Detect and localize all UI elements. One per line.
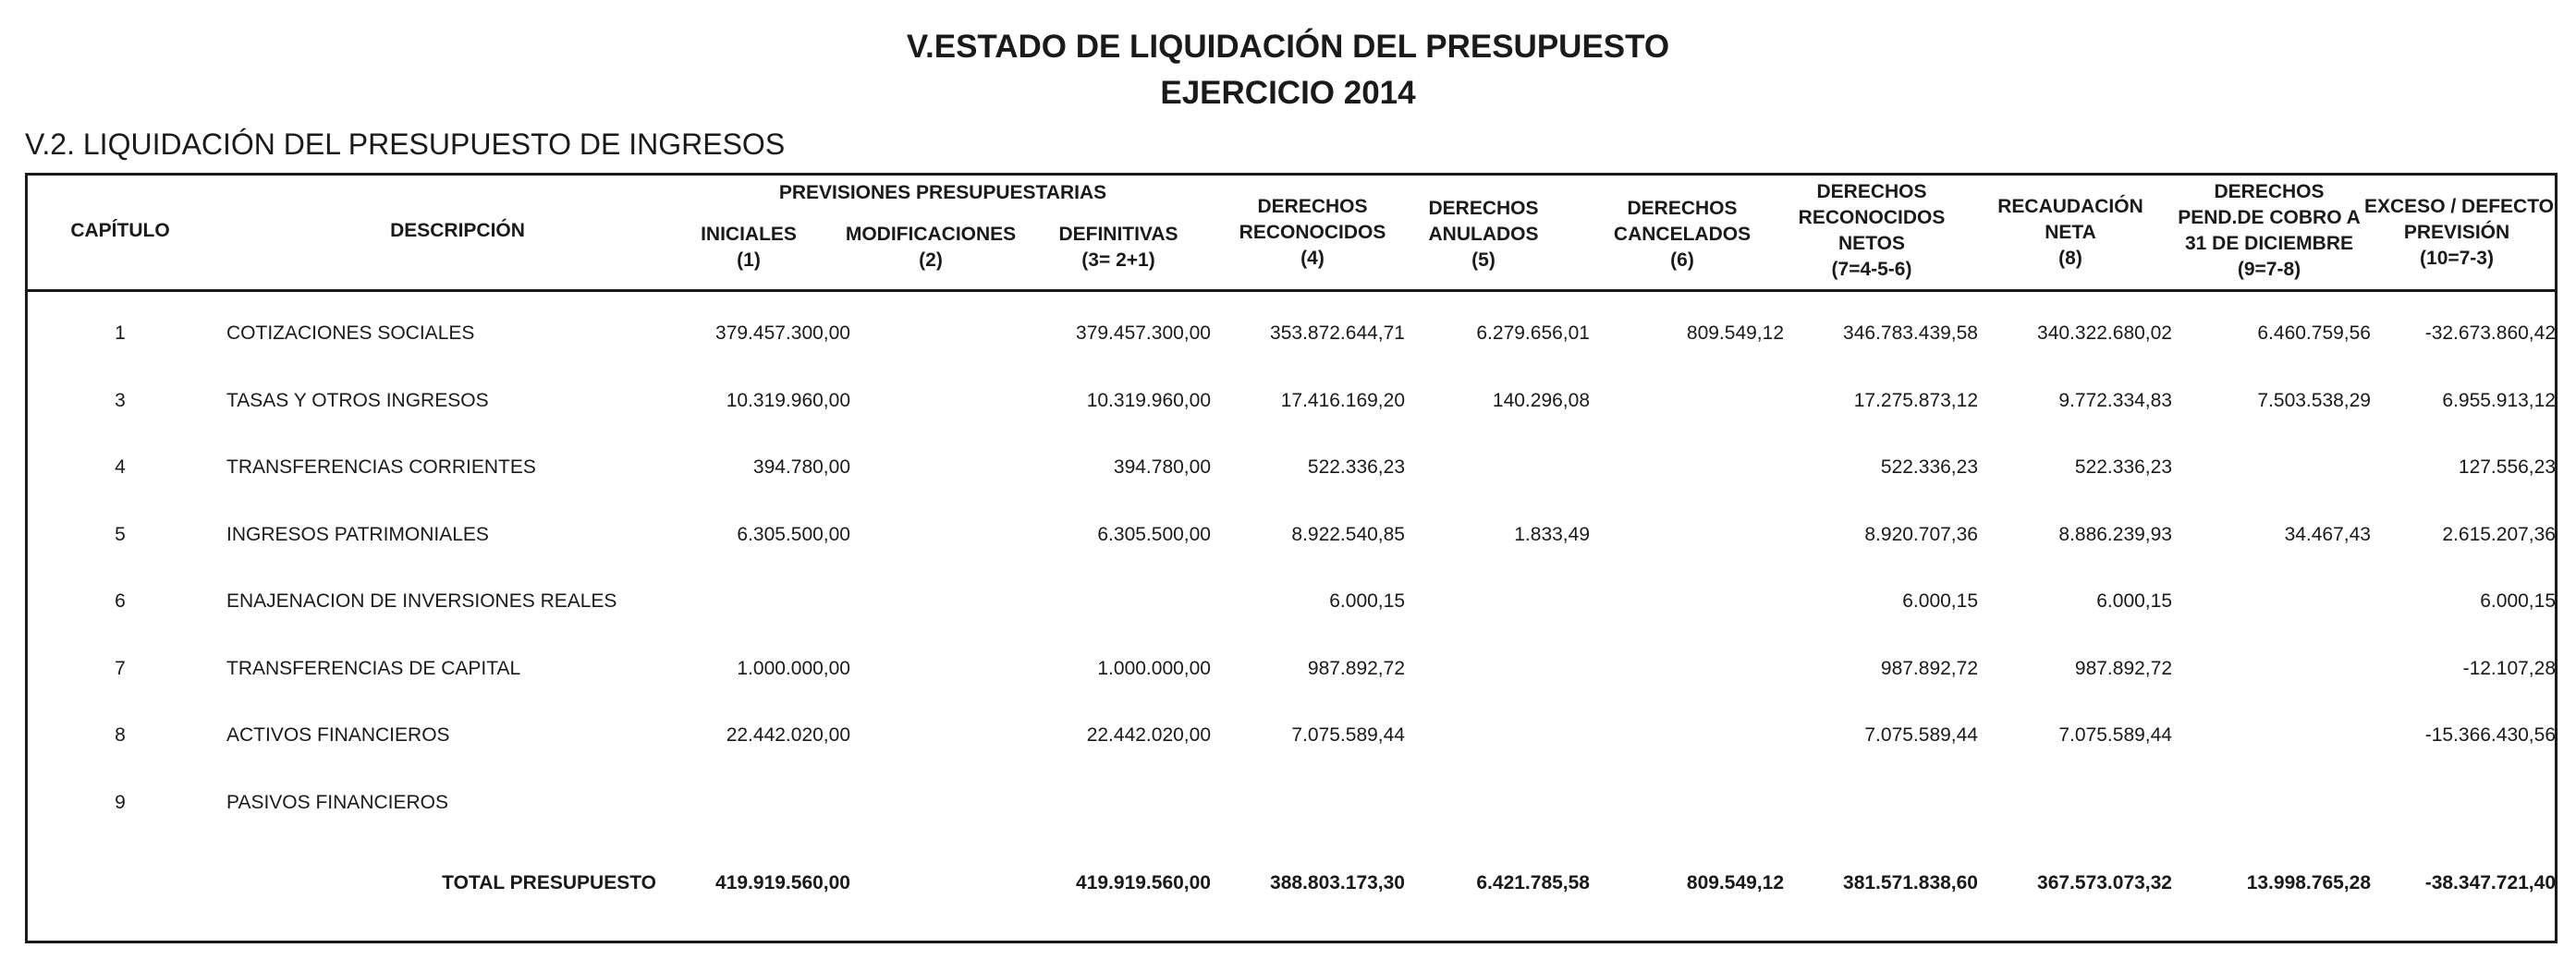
cell-pendientes: 7.503.538,29	[2257, 389, 2371, 411]
cell-pendientes: 34.467,43	[2284, 523, 2371, 545]
cell-exceso: -32.673.860,42	[2424, 322, 2556, 344]
cell-descripcion: TRANSFERENCIAS CORRIENTES	[226, 456, 536, 478]
cell-exceso: 6.955.913,12	[2442, 389, 2556, 411]
column-header-line: PREVISIÓN	[2403, 222, 2510, 243]
column-header-line: (2)	[919, 249, 943, 271]
document-title	[0, 24, 2576, 116]
column-header-line: DERECHOS	[1257, 196, 1368, 217]
column-header-line: (5)	[1471, 249, 1496, 271]
column-header-line: RECONOCIDOS	[1798, 207, 1946, 228]
column-header-recaudacion	[1978, 194, 2163, 272]
column-header-netos	[1779, 179, 1964, 283]
cell-pendientes: 6.460.759,56	[2257, 322, 2371, 344]
cell-netos: 8.920.707,36	[1864, 523, 1978, 545]
cell-exceso: 127.556,23	[2458, 456, 2556, 478]
column-header-descripcion	[240, 218, 675, 244]
header-divider	[28, 289, 2555, 292]
column-header-line: (3= 2+1)	[1081, 249, 1155, 271]
cell-capitulo: 7	[115, 657, 126, 679]
cell-netos: 6.000,15	[1902, 590, 1978, 612]
cell-descripcion: INGRESOS PATRIMONIALES	[226, 523, 489, 545]
column-header-line: PEND.DE COBRO A	[2178, 207, 2361, 228]
cell-anulados: 140.296,08	[1492, 389, 1590, 411]
column-header-cancelados	[1590, 196, 1775, 273]
column-header-line: EXCESO / DEFECTO	[2364, 196, 2554, 217]
cell-recaudacion: 9.772.334,83	[2058, 389, 2172, 411]
cell-iniciales: 6.305.500,00	[737, 523, 850, 545]
column-header-anulados	[1400, 196, 1567, 273]
cell-anulados: 1.833,49	[1514, 523, 1590, 545]
column-header-pendientes	[2163, 179, 2375, 283]
cell-recaudacion: 6.000,15	[2096, 590, 2172, 612]
budget-table	[25, 173, 2558, 943]
total-label: TOTAL PRESUPUESTO	[442, 872, 656, 893]
total-pendientes: 13.998.765,28	[2246, 872, 2371, 893]
cell-exceso: 6.000,15	[2480, 590, 2556, 612]
column-header-capitulo	[28, 218, 213, 244]
column-header-reconocidos	[1211, 194, 1414, 272]
column-header-iniciales	[647, 222, 850, 273]
total-anulados: 6.421.785,58	[1476, 872, 1590, 893]
cell-exceso: 2.615.207,36	[2442, 523, 2556, 545]
cell-definitivas: 6.305.500,00	[1097, 523, 1211, 545]
total-recaudacion: 367.573.073,32	[2037, 872, 2172, 893]
total-exceso: -38.347.721,40	[2424, 872, 2556, 893]
column-header-line: DERECHOS	[1428, 198, 1539, 219]
cell-iniciales: 379.457.300,00	[715, 322, 850, 344]
cell-reconocidos: 353.872.644,71	[1270, 322, 1405, 344]
title-line-1: V.ESTADO DE LIQUIDACIÓN DEL PRESUPUESTO	[906, 29, 1670, 65]
section-title: V.2. LIQUIDACIÓN DEL PRESUPUESTO DE INGRESOS	[25, 128, 786, 161]
total-definitivas: 419.919.560,00	[1076, 872, 1211, 893]
cell-definitivas: 22.442.020,00	[1086, 724, 1211, 746]
cell-reconocidos: 987.892,72	[1307, 657, 1405, 679]
column-header-line: (4)	[1300, 248, 1325, 269]
column-header-line: CAPÍTULO	[70, 220, 170, 241]
cell-descripcion: TASAS Y OTROS INGRESOS	[226, 389, 489, 411]
cell-reconocidos: 6.000,15	[1329, 590, 1405, 612]
column-header-line: (10=7-3)	[2420, 248, 2494, 269]
cell-recaudacion: 340.322.680,02	[2037, 322, 2172, 344]
cell-definitivas: 1.000.000,00	[1097, 657, 1211, 679]
cell-netos: 987.892,72	[1880, 657, 1978, 679]
cell-descripcion: ACTIVOS FINANCIEROS	[226, 724, 450, 746]
column-header-line: (7=4-5-6)	[1831, 259, 1912, 280]
cell-anulados: 6.279.656,01	[1476, 322, 1590, 344]
cell-netos: 17.275.873,12	[1853, 389, 1978, 411]
cell-recaudacion: 8.886.239,93	[2058, 523, 2172, 545]
cell-reconocidos: 7.075.589,44	[1291, 724, 1405, 746]
cell-netos: 7.075.589,44	[1864, 724, 1978, 746]
column-header-line: CANCELADOS	[1613, 224, 1752, 245]
cell-netos: 346.783.439,58	[1843, 322, 1978, 344]
column-header-line: DESCRIPCIÓN	[390, 220, 525, 241]
group-header-previsiones: PREVISIONES PRESUPUESTARIAS	[778, 182, 1107, 203]
cell-cancelados: 809.549,12	[1686, 322, 1784, 344]
cell-definitivas: 394.780,00	[1113, 456, 1211, 478]
column-header-line: 31 DE DICIEMBRE	[2184, 233, 2354, 254]
column-header-line: (9=7-8)	[2237, 259, 2301, 280]
cell-capitulo: 8	[115, 724, 126, 746]
cell-reconocidos: 8.922.540,85	[1291, 523, 1405, 545]
column-header-line: ANULADOS	[1428, 224, 1539, 245]
column-header-line: MODIFICACIONES	[845, 224, 1017, 245]
cell-reconocidos: 17.416.169,20	[1280, 389, 1405, 411]
column-header-definitivas	[1017, 222, 1220, 273]
cell-definitivas: 10.319.960,00	[1086, 389, 1211, 411]
column-header-line: DERECHOS	[1627, 198, 1738, 219]
total-reconocidos: 388.803.173,30	[1270, 872, 1405, 893]
column-header-modificaciones	[838, 222, 1023, 273]
cell-reconocidos: 522.336,23	[1307, 456, 1405, 478]
cell-capitulo: 6	[115, 590, 126, 612]
column-header-line: RECONOCIDOS	[1239, 222, 1386, 243]
column-header-line: (8)	[2058, 248, 2082, 269]
cell-iniciales: 1.000.000,00	[737, 657, 850, 679]
column-header-line: INICIALES	[701, 224, 797, 245]
column-header-exceso	[2364, 194, 2554, 272]
total-cancelados: 809.549,12	[1686, 872, 1784, 893]
cell-capitulo: 5	[115, 523, 126, 545]
cell-capitulo: 4	[115, 456, 126, 478]
total-netos: 381.571.838,60	[1843, 872, 1978, 893]
cell-recaudacion: 7.075.589,44	[2058, 724, 2172, 746]
cell-descripcion: PASIVOS FINANCIEROS	[226, 791, 448, 813]
cell-iniciales: 22.442.020,00	[726, 724, 850, 746]
cell-definitivas: 379.457.300,00	[1076, 322, 1211, 344]
cell-capitulo: 9	[115, 791, 126, 813]
cell-exceso: -12.107,28	[2462, 657, 2556, 679]
column-header-line: DERECHOS	[2214, 181, 2325, 202]
column-header-line: RECAUDACIÓN	[1997, 196, 2143, 217]
column-header-line: NETOS	[1838, 233, 1905, 254]
cell-recaudacion: 522.336,23	[2074, 456, 2172, 478]
cell-exceso: -15.366.430,56	[2424, 724, 2556, 746]
cell-recaudacion: 987.892,72	[2074, 657, 2172, 679]
total-iniciales: 419.919.560,00	[715, 872, 850, 893]
cell-descripcion: ENAJENACION DE INVERSIONES REALES	[226, 590, 617, 612]
cell-descripcion: TRANSFERENCIAS DE CAPITAL	[226, 657, 521, 679]
column-header-line: DEFINITIVAS	[1058, 224, 1178, 245]
column-header-line: (6)	[1670, 249, 1694, 271]
cell-iniciales: 10.319.960,00	[726, 389, 850, 411]
cell-capitulo: 3	[115, 389, 126, 411]
column-header-line: DERECHOS	[1816, 181, 1927, 202]
cell-capitulo: 1	[115, 322, 126, 344]
column-header-line: (1)	[737, 249, 761, 271]
cell-iniciales: 394.780,00	[752, 456, 850, 478]
cell-descripcion: COTIZACIONES SOCIALES	[226, 322, 475, 344]
cell-netos: 522.336,23	[1880, 456, 1978, 478]
title-line-2: EJERCICIO 2014	[1160, 75, 1416, 111]
column-header-line: NETA	[2045, 222, 2096, 243]
